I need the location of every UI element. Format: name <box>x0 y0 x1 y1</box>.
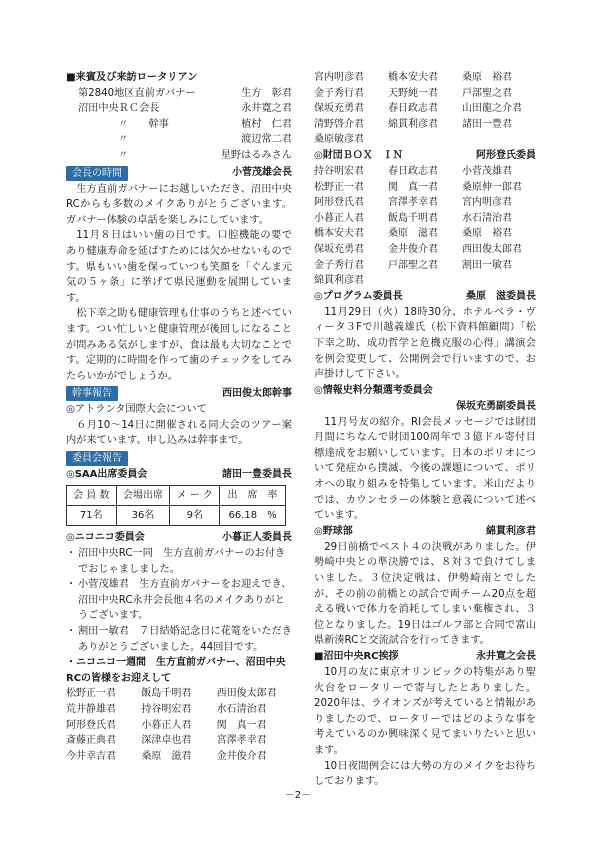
visitor-row: 〃 星野はるみさん <box>118 149 292 161</box>
president-label: 会長の時間 <box>66 166 128 181</box>
list-item: ・ 小菅茂雄君 生方直前ガバナーをお迎えでき、沼田中央RC永井会長他４名のメイクありがとうございます。 <box>66 579 292 622</box>
saa-header: ◎SAA出席委員会 諸田一豊委員長 <box>66 469 292 481</box>
box-header: ◎財団ＢＯＸ ＩＮ 阿形登氏委員 <box>314 149 536 161</box>
secretary-title: ◎アトランタ国際大会について <box>66 404 207 416</box>
list-item: ・ 沼田中央RC一同 生方直前ガバナーのお付きでおじゃましました。 <box>66 548 286 575</box>
greeting-text: 10月の友に東京オリンピックの特集があり聖火台をロータリーで寄与したとありました。2020年は、ライオンズが考えていると情報がありましたので、ロータリーではどのような事を考えているのか興味深く見てまいりたいと思います。 10日夜間例会には大勢の方のメイクをお待ちしております。 <box>314 667 536 788</box>
left-column <box>66 70 292 764</box>
visitor-row: 沼田中央ＲＣ会長 永井寛之君 <box>78 103 292 115</box>
president-text: 生方直前ガバナーにお越しいただき、沼田中央RCからも多数のメイクありがとうございます。ガバナー体験の卓話を楽しみにしています。 11月８日はいい歯の日です。口腔機能の要であり健康寿命を延ばすためには欠かせないものです。県もいい歯を保っていつも笑顔を「ぐんま元気の５ヶ条」に挙げて県民運動を展開しています。 松下幸之助も健康管理も仕事のうちと述べています。つい忙しいと健康管理が後回しになることが問みある気がしますが、食は最も大切なことです。定期的に時間を作って歯のチェックをしてみたらいかがでしょうか。 <box>66 183 292 382</box>
info-header: ◎情報史料分類選考委員会 <box>314 384 433 396</box>
info-person-row: 保坂充勇副委員長 <box>456 400 536 412</box>
attendance-header-row: 会 員 数 会場出席 メ ー ク 出 席 率 <box>67 486 286 506</box>
niko-header: ◎ニコニコ委員会 小暮正人委員長 <box>66 532 292 544</box>
baseball-text: 29日前橋でベスト４の決戦がありました。伊勢崎中央との準決勝では、８対３で負けてしまいました。３位決定戦は、伊勢崎南とでしたが、その前の前橋との試合で両チーム20点を超える戦いで体力を消耗してしまい棄権され、３位となりました。19日はゴルフ部と合同で富山県新湊RCと交流試合を行ってきます。 <box>314 541 536 647</box>
right-column <box>314 70 536 790</box>
secretary-label: 幹事報告 <box>66 386 118 401</box>
visitors-heading: ■来賓及び来訪ロータリアン <box>66 72 198 83</box>
visitor-row: 第2840地区直前ガバナー 生方 彰君 <box>78 87 292 99</box>
visitors-list <box>66 86 292 164</box>
attendance-table <box>66 485 286 526</box>
secretary-text: ６月10～14日に開催される同大会のツアー案内が来ています。申し込みは幹事まで。 <box>66 419 292 447</box>
info-text: 11月号友の紹介。RI会長メッセージでは財団月間にちなんで財団100周年で３億ドル寄付目標達成をお願いしています。日本のポリオについて発症から撲滅、今後の課題について、ポリオへの取り組みを特集しています。米山だよりでは、カウンセラーの体験と意義について述べています。 <box>314 416 536 522</box>
committee-section-header <box>66 450 292 467</box>
niko-items <box>66 546 292 655</box>
niko-week-title: ・ニコニコ一週間 生方直前ガバナー、沼田中央RCの皆様をお迎えして <box>66 657 286 684</box>
page-number: －2－ <box>284 790 312 801</box>
niko-cont-names: 宮内明彦君 橋本安夫君 桑原 裕君 金子秀行君 天野純一君 戸部聖之君 保坂充勇君 春日政志君 山田龍之介君 清野啓介君 綿貫利彦君 諸田一豊君 桑原敏彦君 <box>314 72 522 146</box>
list-item: ・ 割田一敏君 ７日結婚記念日に花篭をいただきありがとうございました。44回目です。 <box>66 626 292 653</box>
president-person: 小菅茂雄会長 <box>232 167 292 179</box>
visitor-row: 〃 渡辺常二君 <box>118 134 292 146</box>
secretary-person: 西田俊太郎幹事 <box>222 387 292 399</box>
greeting-header: ■沼田中央RC挨拶 永井寛之会長 <box>314 651 536 662</box>
niko-week-names: 松野正一君 飯島千明君 西田俊太郎君 荒井静雄君 持谷明宏君 水石清治君 阿形登氏君 小暮正人君 関 真一君 斎藤正典君 深津卓也君 宮澤孝幸君 今井幸吉君 桑原 滋君 金井俊介君 <box>66 688 277 762</box>
program-text: 11月29日（火）18時30分、ホテルベラ・ヴィータ３Fで川越義雄氏（松下資料館顧問）「松下幸之助、成功哲学と危機克服の心得」講演会を例会変更して、公開例会で行いますので、お声掛けして下さい。 <box>314 306 536 381</box>
box-names: 持谷明宏君 春日政志君 小菅茂雄君 松野正一君 関 真一君 桑原伸一郎君 阿形登氏君 宮澤孝幸君 宮内明彦君 小暮正人君 飯島千明君 水石清治君 橋本安夫君 桑原 滋君 桑原 裕君 保坂充勇君 金井俊介君 西田俊太郎君 金子秀行君 戸部聖之君 割田一敏君 綿貫利彦君 <box>314 165 522 287</box>
baseball-header: ◎野球部 綿貫利彦君 <box>314 525 536 537</box>
program-header: ◎プログラム委員長 桑原 滋委員長 <box>314 290 536 302</box>
president-section-header <box>66 165 292 182</box>
secretary-section-header <box>66 385 292 402</box>
committee-label: 委員会報告 <box>66 451 128 466</box>
attendance-value-row: 71名 36名 9名 66.18 % <box>67 506 286 526</box>
visitor-row: 〃 幹事 植村 仁君 <box>118 118 292 130</box>
